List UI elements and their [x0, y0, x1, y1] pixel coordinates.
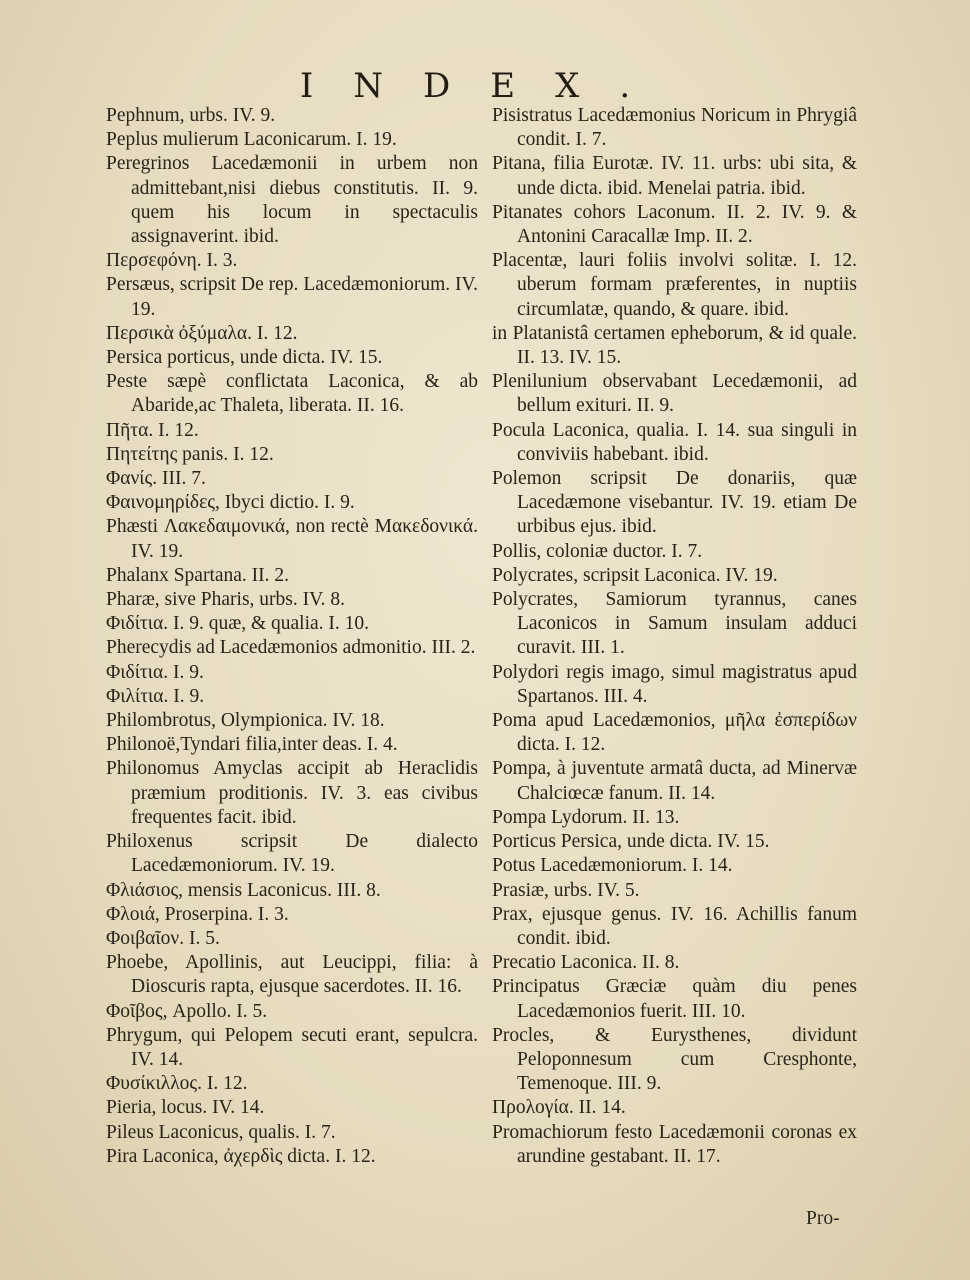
index-entry: Pocula Laconica, qualia. I. 14. sua singuli in conviviis habebant. ibid.: [492, 419, 857, 465]
index-entry: Φυσίκιλλος. I. 12.: [106, 1073, 248, 1095]
index-entry: Peregrinos Lacedæmonii in urbem non admittebant,nisi diebus constitutis. II. 9. quem his locum in spectaculis assignaverint. ibid.: [106, 153, 478, 248]
index-entry: Placentæ, lauri foliis involvi solitæ. I. 12. uberum formam præferentes, in nuptiis circumlatæ, quando, & quare. ibid.: [492, 250, 857, 320]
index-entry: Prax, ejusque genus. IV. 16. Achillis fanum condit. ibid.: [492, 903, 857, 949]
index-entry: Pollis, coloniæ ductor. I. 7.: [492, 540, 703, 562]
index-entry: Φαινομηρίδες, Ibyci dictio. I. 9.: [106, 492, 355, 514]
index-entry: Pompa Lydorum. II. 13.: [492, 806, 680, 828]
index-entry: Phoebe, Apollinis, aut Leucippi, filia: à Dioscuris rapta, ejusque sacerdotes. II. 16.: [106, 952, 478, 998]
index-entry: Polydori regis imago, simul magistratus apud Spartanos. III. 4.: [492, 661, 857, 707]
index-entry: Potus Lacedæmoniorum. I. 14.: [492, 855, 733, 877]
index-entry: Pompa, à juventute armatâ ducta, ad Minervæ Chalciœcæ fanum. II. 14.: [492, 758, 857, 804]
index-entry: Polycrates, scripsit Laconica. IV. 19.: [492, 564, 778, 586]
index-entry: Pephnum, urbs. IV. 9.: [106, 105, 276, 126]
index-entry: Polycrates, Samiorum tyrannus, canes Laconicos in Samum insulam adduci curavit. III. 1.: [492, 589, 857, 659]
index-entry: Pharæ, sive Pharis, urbs. IV. 8.: [106, 589, 346, 611]
index-entry: Φοιβαῖον. I. 5.: [106, 927, 220, 949]
index-entry: Porticus Persica, unde dicta. IV. 15.: [492, 831, 770, 853]
index-entry: Promachiorum festo Lacedæmonii coronas ex arundine gestabant. II. 17.: [492, 1121, 857, 1167]
index-entry: Πῆτα. I. 12.: [106, 419, 199, 441]
index-entry: Philombrotus, Olympionica. IV. 18.: [106, 710, 385, 732]
index-entry: Pileus Laconicus, qualis. I. 7.: [106, 1121, 336, 1143]
index-entry: Persæus, scripsit De rep. Lacedæmoniorum. IV. 19.: [106, 274, 478, 320]
index-column-right: [492, 104, 857, 1169]
index-entry: Phæsti Λακεδαιμονικά, non rectè Μακεδονικά. IV. 19.: [106, 516, 478, 562]
index-entry: Polemon scripsit De donariis, quæ Lacedæmone visebantur. IV. 19. etiam De urbibus ejus. ibid.: [492, 468, 857, 538]
index-entry: in Platanistâ certamen epheborum, & id quale. II. 13. IV. 15.: [492, 322, 857, 369]
index-entry: Prasiæ, urbs. IV. 5.: [492, 879, 640, 901]
index-entry: Philonoë,Tyndari filia,inter deas. I. 4.: [106, 734, 398, 756]
index-entry: Φλοιά, Proserpina. I. 3.: [106, 903, 289, 925]
index-entry: Precatio Laconica. II. 8.: [492, 952, 680, 974]
index-entry: Pherecydis ad Lacedæmonios admonitio. III. 2.: [106, 637, 476, 659]
index-entry: Pira Laconica, ἀχερδὶς dicta. I. 12.: [106, 1145, 376, 1167]
index-entry: Plenilunium observabant Lecedæmonii, ad bellum exituri. II. 9.: [492, 371, 857, 417]
index-entry: Φανίς. III. 7.: [106, 468, 206, 490]
index-entry: Philonomus Amyclas accipit ab Heraclidis præmium proditionis. IV. 3. eas civibus frequentes facit. ibid.: [106, 758, 478, 828]
index-entry: Procles, & Eurysthenes, dividunt Peloponnesum cum Cresphonte, Temenoque. III. 9.: [492, 1024, 857, 1095]
index-entry: Phalanx Spartana. II. 2.: [106, 564, 290, 586]
index-entry: Peplus mulierum Laconicarum. I. 19.: [106, 129, 397, 151]
catchword: Pro-: [806, 1208, 840, 1229]
index-entry: Poma apud Lacedæmonios, μῆλα ἐσπερίδων dicta. I. 12.: [492, 710, 857, 756]
index-entry: Περσικὰ ὀξύμαλα. I. 12.: [106, 322, 298, 344]
index-entry: Φιδίτια. I. 9. quæ, & qualia. I. 10.: [106, 613, 370, 635]
index-entry: Φιλίτια. I. 9.: [106, 685, 205, 707]
index-entry: Philoxenus scripsit De dialecto Lacedæmoniorum. IV. 19.: [106, 831, 478, 877]
index-entry: Persica porticus, unde dicta. IV. 15.: [106, 347, 383, 369]
index-entry: Περσεφόνη. I. 3.: [106, 250, 238, 272]
page-header: INDEX.: [299, 66, 671, 106]
index-entry: Principatus Græciæ quàm diu penes Lacedæmonios fuerit. III. 10.: [492, 976, 857, 1022]
index-entry: Pitana, filia Eurotæ. IV. 11. urbs: ubi sita, & unde dicta. ibid. Menelai patria. ibid.: [492, 153, 857, 199]
index-entry: Pisistratus Lacedæmonius Noricum in Phrygiâ condit. I. 7.: [492, 105, 857, 151]
index-entry: Phrygum, qui Pelopem secuti erant, sepulcra. IV. 14.: [106, 1024, 478, 1070]
index-entry: Peste sæpè conflictata Laconica, & ab Abaride,ac Thaleta, liberata. II. 16.: [106, 371, 478, 417]
index-entry: Προλογία. II. 14.: [492, 1097, 626, 1119]
index-entry: Φιδίτια. I. 9.: [106, 661, 204, 683]
index-entry: Pitanates cohors Laconum. II. 2. IV. 9. & Antonini Caracallæ Imp. II. 2.: [492, 201, 857, 248]
index-entry: Πητείτης panis. I. 12.: [106, 443, 274, 465]
index-column-left: [106, 104, 478, 1169]
index-entry: Φοῖβος, Apollo. I. 5.: [106, 1000, 268, 1022]
index-entry: Φλιάσιος, mensis Laconicus. III. 8.: [106, 879, 381, 901]
index-entry: Pieria, locus. IV. 14.: [106, 1097, 265, 1119]
